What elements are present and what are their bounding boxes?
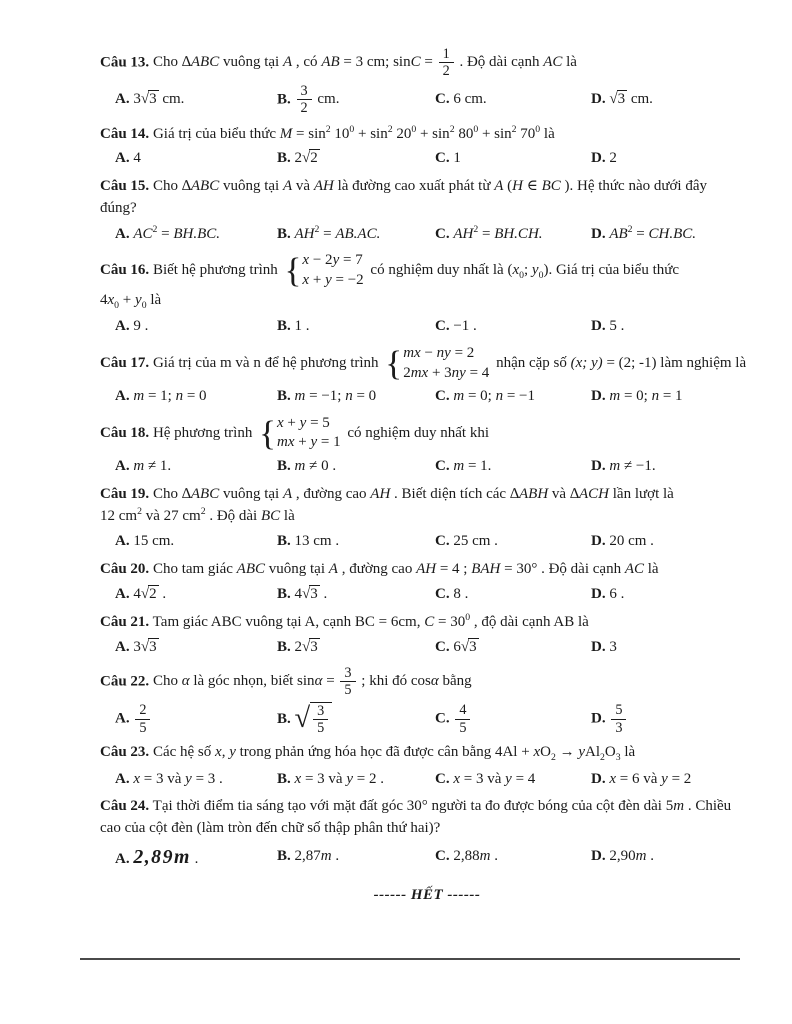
option-d (591, 316, 754, 338)
option-key: C. (435, 90, 450, 107)
option-c (435, 148, 591, 170)
options-row (100, 843, 754, 872)
option-key: C. (435, 770, 450, 787)
option-key: D. (591, 639, 606, 656)
option-key: A. (115, 710, 130, 727)
question-text (100, 414, 754, 453)
option-value: 8 . (453, 585, 469, 602)
option-value: 2,88m . (453, 848, 498, 865)
option-key: A. (115, 639, 130, 656)
option-b (277, 386, 435, 408)
option-d (591, 148, 754, 170)
question-number: Câu 15. (100, 178, 150, 194)
question-body: Cho ∆ABC vuông tại A và AH là đường cao xuất phát từ A (H ∈ BC ). Hệ thức nào dưới đây đúng? (100, 178, 708, 216)
options-row (100, 386, 754, 408)
question-text (100, 796, 754, 840)
option-key: A. (115, 585, 130, 602)
option-key: A. (115, 225, 130, 242)
option-key: B. (277, 585, 291, 602)
option-d (591, 531, 754, 553)
option-value: 2√2 (294, 150, 318, 167)
question-16 (100, 251, 754, 338)
option-a (115, 637, 277, 659)
question-body: Các hệ số x, y trong phản ứng hóa học đã được cân bằng $4Al + xO_2 \to yAl_2O_3$ là (152, 744, 636, 764)
question-body: Cho tam giác ABC vuông tại A , đường cao AH = 4 ; BAH = 30° . Độ dài cạnh AC là (152, 560, 659, 577)
options-row (100, 83, 754, 117)
option-value: $\frac{5}{3}$ (609, 710, 628, 726)
question-18 (100, 414, 754, 478)
option-value: m ≠ 0 . (294, 457, 337, 474)
options-row (100, 456, 754, 478)
option-c (435, 531, 591, 553)
option-key: B. (277, 710, 291, 727)
option-a (115, 531, 277, 553)
option-value: −1 . (453, 318, 477, 335)
options-row (100, 148, 754, 170)
option-a (115, 148, 277, 170)
option-a (115, 584, 277, 606)
question-body: Cho ∆ABC vuông tại A , đường cao AH . Biết diện tích các ∆ABH và ∆ACH lần lượt là 12 $cm^2$ và 27 $cm^2$ . Độ dài BC là (100, 485, 674, 525)
option-value: 25 cm . (453, 533, 498, 550)
option-value: m ≠ 1. (133, 457, 172, 474)
options-row (100, 769, 754, 791)
option-value: m = 0; n = −1 (453, 388, 535, 405)
option-value: x = 3 và y = 4 (453, 770, 536, 787)
option-value: m = −1; n = 0 (294, 388, 377, 405)
option-value: 2√3 (294, 639, 318, 656)
option-key: C. (435, 639, 450, 656)
question-body: Hệ phương trình { x + y = 5 mx + y = 1 có nghiệm duy nhất khi (152, 413, 490, 453)
question-number: Câu 17. (100, 355, 150, 372)
option-c (435, 386, 591, 408)
question-body: Tam giác ABC vuông tại A, cạnh BC = 6cm, $C = 30^0$ , độ dài cạnh AB là (152, 612, 589, 631)
question-number: Câu 13. (100, 54, 150, 71)
option-b (277, 148, 435, 170)
option-key: C. (435, 585, 450, 602)
option-b (277, 316, 435, 338)
option-value: 3√3 (133, 639, 157, 656)
option-key: D. (591, 770, 606, 787)
options-row (100, 316, 754, 338)
question-body: Cho ∆ABC vuông tại A , có AB = 3 cm; sinC = $\frac{1}{2}$ . Độ dài cạnh AC là (152, 46, 577, 80)
option-b (277, 702, 435, 737)
option-key: D. (591, 90, 606, 107)
option-key: D. (591, 710, 606, 727)
option-c (435, 316, 591, 338)
option-key: B. (277, 388, 291, 405)
option-value: 20 cm . (609, 533, 654, 550)
option-key: A. (115, 388, 130, 405)
option-key: B. (277, 848, 291, 865)
option-key: A. (115, 150, 130, 167)
option-value: $AB^2 = CH.BC$. (609, 223, 697, 242)
question-body: Tại thời điểm tia sáng tạo với mặt đất góc 30° người ta đo được bóng của cột đèn dài 5m . Chiều cao của cột đèn (làm tròn đến chữ số thập phân thứ hai)? (100, 798, 732, 836)
end-of-test-marker: ------ HẾT ------ (373, 887, 481, 904)
question-19 (100, 484, 754, 553)
option-b (277, 846, 435, 868)
option-value: √ $\frac{3}{5}$ (295, 710, 333, 726)
option-b (277, 223, 435, 246)
question-20 (100, 559, 754, 606)
option-key: B. (277, 639, 291, 656)
options-row (100, 223, 754, 246)
option-value: $\frac{4}{5}$ (453, 710, 472, 726)
question-body: Cho α là góc nhọn, biết sinα = $\frac{3}{5}$ ; khi đó cosα bằng (152, 664, 472, 699)
option-value: 6√3 (453, 639, 477, 656)
option-key: A. (115, 850, 130, 867)
option-key: B. (277, 770, 291, 787)
question-text (100, 665, 754, 699)
option-key: D. (591, 457, 606, 474)
question-number: Câu 21. (100, 614, 150, 631)
option-b (277, 83, 435, 117)
option-value: x = 3 và y = 3 . (133, 770, 223, 787)
options-row (100, 584, 754, 606)
option-value: 2,90m . (609, 848, 654, 865)
question-13 (100, 46, 754, 117)
option-value: 3 (609, 639, 617, 656)
option-value: m = 1; n = 0 (133, 388, 207, 405)
option-b (277, 456, 435, 478)
question-14 (100, 123, 754, 171)
option-value: 4√2 . (133, 585, 167, 602)
option-key: D. (591, 533, 606, 550)
option-key: B. (277, 225, 291, 242)
option-value: $AH^2 = BH.CH$. (453, 223, 543, 242)
page-bottom-divider (80, 958, 740, 960)
option-a (115, 223, 277, 246)
option-value: $\frac{2}{5}$ (133, 710, 152, 726)
option-b (277, 637, 435, 659)
option-key: A. (115, 318, 130, 335)
option-a (115, 316, 277, 338)
option-key: D. (591, 150, 606, 167)
option-key: C. (435, 318, 450, 335)
question-number: Câu 20. (100, 560, 150, 577)
option-value: 13 cm . (294, 533, 340, 550)
question-number: Câu 16. (100, 262, 150, 279)
option-key: D. (591, 225, 606, 242)
question-body: Giá trị của biểu thức $M = \sin^2 10^0 + \sin^2 20^0 + \sin^2 80^0 + \sin^2 70^0$ là (152, 123, 555, 142)
option-key: D. (591, 585, 606, 602)
option-d (591, 89, 754, 111)
option-key: A. (115, 770, 130, 787)
option-c (435, 637, 591, 659)
option-c (435, 89, 591, 111)
option-value: 15 cm. (133, 533, 175, 550)
options-row (100, 702, 754, 737)
option-key: C. (435, 150, 450, 167)
option-d (591, 846, 754, 868)
option-a (115, 843, 277, 872)
option-c (435, 769, 591, 791)
question-text (100, 344, 754, 383)
question-text (100, 123, 754, 146)
question-body: Giá trị của m và n để hệ phương trình { mx − ny = 2 2mx + 3ny = 4 nhận cặp số (x; y) = (2; -1) làm nghiệm là (152, 343, 747, 383)
option-c (435, 223, 591, 246)
options-row (100, 531, 754, 553)
question-number: Câu 18. (100, 424, 150, 441)
option-key: A. (115, 533, 130, 550)
option-d (591, 386, 754, 408)
option-value: √3 cm. (609, 90, 653, 107)
option-d (591, 702, 754, 736)
question-body: Biết hệ phương trình { x − 2y = 7 x + y = −2 có nghiệm duy nhất là ($x_0$; $y_0$). Giá trị của biểu thức $4x_0 + y_0$ là (100, 250, 680, 312)
question-text (100, 176, 754, 220)
option-key: C. (435, 225, 450, 242)
option-value: 9 . (133, 318, 149, 335)
option-a (115, 89, 277, 111)
option-c (435, 456, 591, 478)
option-c (435, 584, 591, 606)
option-c (435, 702, 591, 736)
option-value: m ≠ −1. (609, 457, 656, 474)
option-key: D. (591, 848, 606, 865)
option-d (591, 584, 754, 606)
options-row (100, 637, 754, 659)
question-23 (100, 742, 754, 790)
option-a (115, 769, 277, 791)
question-number: Câu 24. (100, 798, 150, 815)
question-24 (100, 796, 754, 871)
option-key: B. (277, 91, 291, 108)
option-value: 2 (609, 150, 617, 167)
question-number: Câu 19. (100, 485, 150, 502)
option-b (277, 769, 435, 791)
option-d (591, 456, 754, 478)
option-key: C. (435, 848, 450, 865)
option-key: C. (435, 533, 450, 550)
option-key: B. (277, 150, 291, 167)
option-key: B. (277, 457, 291, 474)
option-value: 6 cm. (453, 90, 487, 107)
option-d (591, 637, 754, 659)
option-value: $AH^2 = AB.AC$. (294, 223, 381, 242)
question-number: Câu 23. (100, 744, 150, 761)
option-value: 1 (453, 150, 461, 167)
option-value: m = 1. (453, 457, 492, 474)
question-number: Câu 22. (100, 673, 150, 690)
option-key: B. (277, 533, 291, 550)
option-value: m = 0; n = 1 (609, 388, 683, 405)
option-key: D. (591, 318, 606, 335)
option-key: A. (115, 457, 130, 474)
option-value: 2,89m . (133, 845, 199, 868)
option-value: x = 6 và y = 2 (609, 770, 692, 787)
question-text (100, 251, 754, 313)
question-text (100, 559, 754, 581)
option-value: 2,87m . (294, 848, 340, 865)
option-key: D. (591, 388, 606, 405)
option-value: 5 . (609, 318, 625, 335)
option-key: C. (435, 710, 450, 727)
option-value: 3√3 cm. (133, 90, 185, 107)
question-text (100, 742, 754, 765)
question-17 (100, 344, 754, 408)
option-value: 4 (133, 150, 141, 167)
option-c (435, 846, 591, 868)
option-value: $AC^2 = BH.BC$. (133, 223, 221, 242)
option-b (277, 584, 435, 606)
option-a (115, 456, 277, 478)
option-key: A. (115, 90, 130, 107)
option-value: 1 . (294, 318, 310, 335)
option-key: B. (277, 318, 291, 335)
option-value: 6 . (609, 585, 625, 602)
question-text (100, 611, 754, 634)
option-a (115, 702, 277, 736)
question-15 (100, 176, 754, 245)
option-a (115, 386, 277, 408)
question-text (100, 46, 754, 80)
question-22 (100, 665, 754, 737)
option-key: C. (435, 457, 450, 474)
question-number: Câu 14. (100, 125, 150, 142)
option-b (277, 531, 435, 553)
option-key: C. (435, 388, 450, 405)
question-21 (100, 611, 754, 659)
option-value: 4√3 . (294, 585, 328, 602)
option-value: $\frac{3}{2}$ cm. (295, 91, 340, 107)
option-value: x = 3 và y = 2 . (294, 770, 384, 787)
question-text (100, 484, 754, 529)
option-d (591, 223, 754, 246)
option-d (591, 769, 754, 791)
